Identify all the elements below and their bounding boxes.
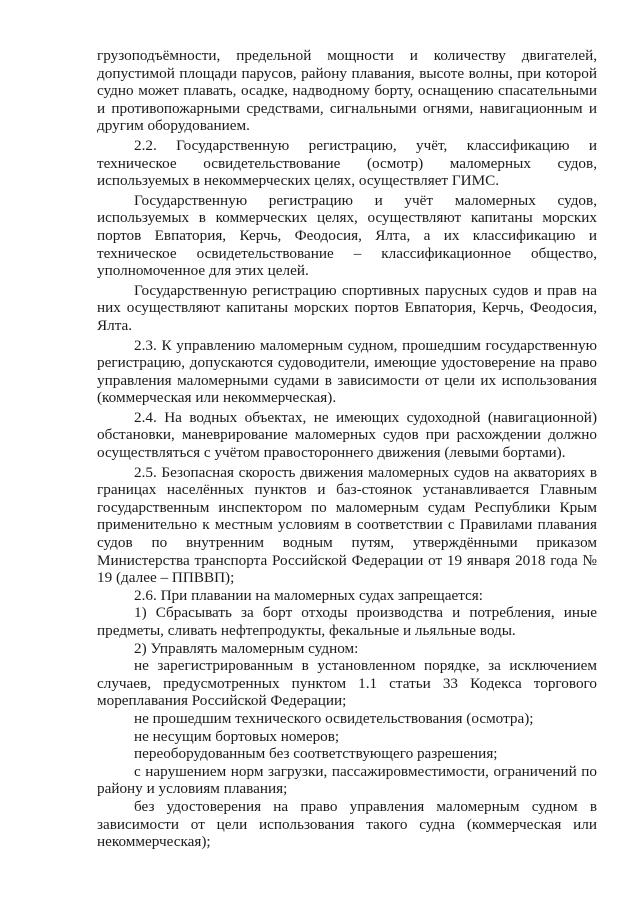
paragraph-continuation: грузоподъёмности, предельной мощности и количеству двигателей, допустимой площади парусов, району плавания, высоте волны, при которой судно может плавать, осадке, надводному борту, оснащению спасательными и противопожарными средствами, сигнальными огнями, навигационным и другим оборудованием. xyxy=(97,47,597,135)
paragraph-registration-sport: Государственную регистрацию спортивных парусных судов и прав на них осуществляют капитаны морских портов Евпатория, Керчь, Феодосия, Ялта. xyxy=(97,281,597,334)
paragraph-2-5: 2.5. Безопасная скорость движения маломерных судов на акваториях в границах населённых пунктов и баз-стоянок устанавливается Главным государственным инспектором по маломерным судам Республики Крым применительно к местным условиям в соответствии с Правилами плавания судов по внутренним водным путям, утверждёнными приказом Министерства транспорта Российской Федерации от 19 января 2018 года № 19 (далее – ППВВП); xyxy=(97,463,597,587)
document-body xyxy=(97,47,597,851)
sub-item-unregistered: не зарегистрированным в установленном порядке, за исключением случаев, предусмотренных пунктом 1.1 статьи 33 Кодекса торгового мореплавания Российской Федерации; xyxy=(97,657,597,710)
sub-item-no-numbers: не несущим бортовых номеров; xyxy=(134,727,340,745)
paragraph-registration-commercial: Государственную регистрацию и учёт маломерных судов, используемых в коммерческих целях, осуществляют капитаны морских портов Евпатория, Керчь, Феодосия, Ялта, а их классификацию и техническое освидетельствование – классификационное общество, уполномоченное для этих целей. xyxy=(97,191,597,280)
paragraph-2-4: 2.4. На водных объектах, не имеющих судоходной (навигационной) обстановки, маневрирование маломерных судов при расхождении должно осуществляться с учётом правостороннего движения (левыми бортами). xyxy=(97,408,597,462)
paragraph-2-3: 2.3. К управлению маломерным судном, прошедшим государственную регистрацию, допускаются судоводители, имеющие удостоверение на право управления маломерными судами в зависимости от цели их использования (коммерческая или некоммерческая). xyxy=(97,336,597,407)
list-item-2: 2) Управлять маломерным судном: xyxy=(134,639,359,657)
list-item-1: 1) Сбрасывать за борт отходы производства и потребления, иные предметы, сливать нефтепродукты, фекальные и льяльные воды. xyxy=(97,604,597,639)
sub-item-load-violation: с нарушением норм загрузки, пассажировместимости, ограничений по району и условиям плавания; xyxy=(97,762,597,798)
paragraph-2-2: 2.2. Государственную регистрацию, учёт, классификацию и техническое освидетельствование (осмотр) маломерных судов, используемых в некоммерческих целях, осуществляет ГИМС. xyxy=(97,136,597,190)
sub-item-no-inspection: не прошедшим технического освидетельствования (осмотра); xyxy=(134,709,534,727)
paragraph-2-6: 2.6. При плавании на маломерных судах запрещается: xyxy=(134,586,483,604)
sub-item-no-license: без удостоверения на право управления маломерным судном в зависимости от цели использования такого судна (коммерческая или некоммерческая); xyxy=(97,797,597,851)
sub-item-refitted: переоборудованным без соответствующего разрешения; xyxy=(134,745,498,763)
